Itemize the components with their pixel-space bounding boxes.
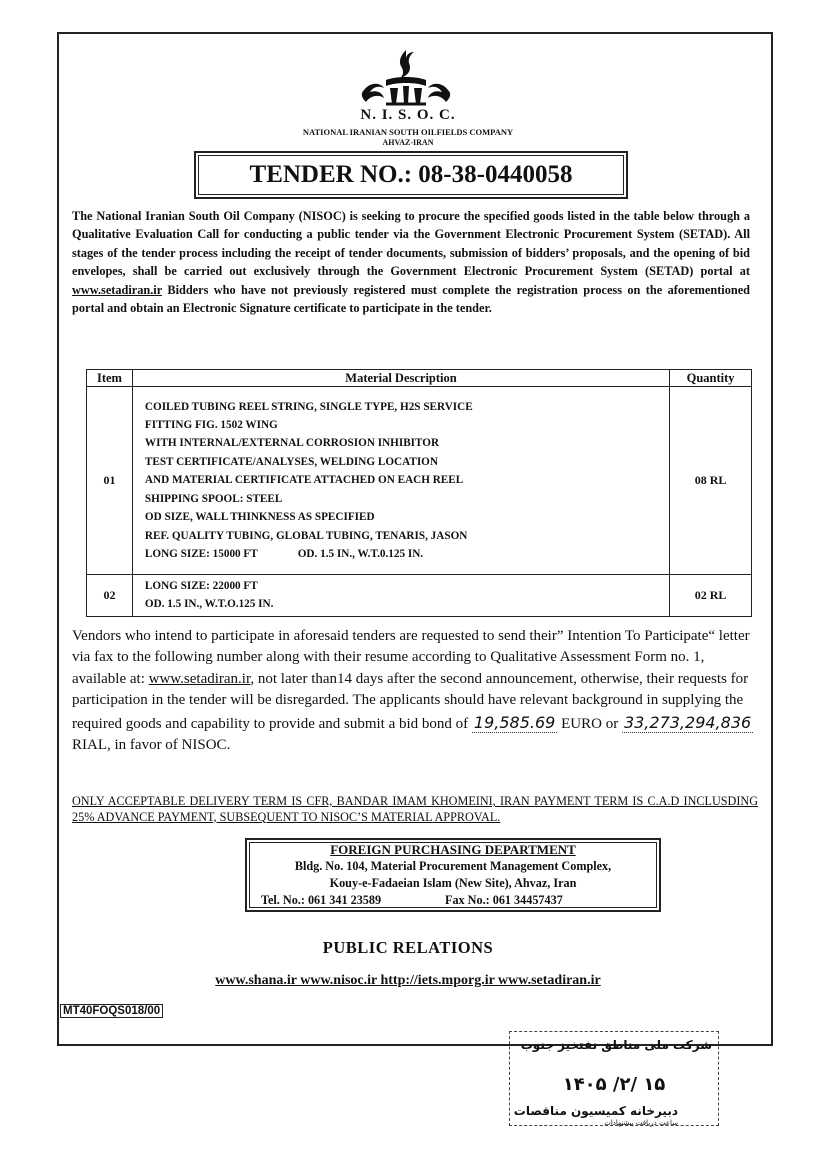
- nisoc-logo-icon: [356, 46, 456, 108]
- department-box: [245, 838, 661, 912]
- header-quantity: Quantity: [670, 370, 752, 387]
- description-line: OD. 1.5 IN., W.T.O.125 IN.: [144, 598, 274, 611]
- vendors-text-3: EURO or: [561, 715, 619, 732]
- header-description: Material Description: [132, 370, 669, 387]
- description-line: OD SIZE, WALL THINKNESS AS SPECIFIED: [144, 511, 375, 524]
- description-line: REF. QUALITY TUBING, GLOBAL TUBING, TENARIS, JASON: [144, 529, 468, 542]
- long-size-text: LONG SIZE: 15000 FT: [144, 547, 258, 560]
- stamp-org: شرکت ملی مناطق نفتخیز جنوب: [520, 1038, 712, 1052]
- department-address-2: Kouy-e-Fadaeian Islam (New Site), Ahvaz, Iran: [329, 876, 577, 890]
- org-city: AHVAZ-IRAN: [382, 138, 434, 147]
- table-row: [87, 387, 752, 575]
- materials-table: [86, 369, 752, 617]
- description-line: TEST CERTIFICATE/ANALYSES, WELDING LOCATION: [144, 455, 438, 468]
- document-code: MT40FOQS018/00: [60, 1004, 163, 1018]
- intro-text-1: The National Iranian South Oil Company (NISOC) is seeking to procure the specified goods listed in the table below through a Qualitative Evaluation Call for conducting a public tender via the Government Electronic Procurement System (SETAD). All stages of the tender process including the receipt of tender documents, submission of bidders’ proposals, and the opening of bid envelopes, shall be carried out exclusively through the Government Electronic Procurement System (SETAD) portal at: [72, 209, 750, 279]
- item-quantity: 08 RL: [670, 387, 752, 575]
- footer-links[interactable]: www.shana.ir www.nisoc.ir http://iets.mporg.ir www.setadiran.ir: [215, 973, 601, 988]
- department-title: FOREIGN PURCHASING DEPARTMENT: [330, 842, 576, 857]
- table-header-row: [87, 370, 752, 387]
- public-relations-heading: PUBLIC RELATIONS: [322, 938, 494, 957]
- org-abbreviation: N. I. S. O. C.: [360, 107, 456, 123]
- vendors-text-2: , not later than14 days after the second announcement, otherwise, their requests for participation in the tender will be disregarded. The applicants should have relevant background in supplying the required goods and capability to provide and submit a bid bond of: [72, 670, 749, 732]
- stamp-subtitle: ساعت دریافت پیشنهادات: [604, 1119, 678, 1127]
- stamp-date: ۱۴۰۵ /۲/ ۱۵: [562, 1074, 666, 1095]
- description-line: FITTING FIG. 1502 WING: [144, 419, 278, 432]
- org-name: NATIONAL IRANIAN SOUTH OILFIELDS COMPANY: [302, 127, 514, 137]
- description-line: SHIPPING SPOOL: STEEL: [144, 492, 283, 505]
- department-address-1: Bldg. No. 104, Material Procurement Management Complex,: [294, 859, 612, 873]
- item-number: 01: [87, 387, 133, 575]
- tender-number-box: [194, 151, 628, 199]
- intro-text-2: Bidders who have not previously registered must complete the registration process on the aforementioned portal and obtain an Electronic Signature certificate to participate in the tender.: [72, 282, 751, 316]
- stamp-department: دبیرخانه کمیسیون مناقصات: [513, 1104, 678, 1118]
- bond-rial-handwritten: 33,273,294,836: [623, 712, 752, 732]
- bond-euro-handwritten: 19,585.69: [473, 712, 556, 732]
- description-line: COILED TUBING REEL STRING, SINGLE TYPE, H2S SERVICE: [144, 400, 473, 413]
- description-line: [145, 545, 661, 563]
- department-tel: Tel. No.: 061 341 23589: [261, 893, 382, 907]
- setad-link[interactable]: www.setadiran.ir: [72, 282, 162, 297]
- vendors-text-4: RIAL, in favor of NISOC.: [72, 737, 231, 754]
- delivery-payment-terms: ONLY ACCEPTABLE DELIVERY TERM IS CFR, BANDAR IMAM KHOMEINI, IRAN PAYMENT TERM IS C.A.D INCLUSDING 25% ADVANCE PAYMENT, SUBSEQUENT TO NISOC’S MATERIAL APPROVAL.: [72, 794, 758, 824]
- vendors-paragraph: [72, 626, 758, 756]
- setad-link[interactable]: www.setadiran.ir: [148, 670, 251, 687]
- item-description: [132, 575, 669, 617]
- description-line: LONG SIZE: 22000 FT: [144, 580, 258, 592]
- item-number: 02: [87, 575, 133, 617]
- header-item: Item: [87, 370, 133, 387]
- od-size-text: OD. 1.5 IN., W.T.0.125 IN.: [297, 547, 424, 560]
- intro-paragraph: [72, 207, 750, 317]
- description-line: AND MATERIAL CERTIFICATE ATTACHED ON EACH REEL: [144, 474, 464, 487]
- department-fax: Fax No.: 061 34457437: [445, 893, 563, 907]
- received-stamp: [509, 1031, 719, 1126]
- item-description: [132, 387, 669, 575]
- description-line: WITH INTERNAL/EXTERNAL CORROSION INHIBITOR: [144, 437, 440, 450]
- tender-title: TENDER NO.: 08-38-0440058: [249, 161, 573, 188]
- table-row: [87, 575, 752, 617]
- item-quantity: 02 RL: [670, 575, 752, 617]
- vendors-text-1: Vendors who intend to participate in aforesaid tenders are requested to send their” Intention To Participate“ letter via fax to the following number along with their resume according to Qualitative Assessment Form no. 1, available at:: [72, 628, 750, 687]
